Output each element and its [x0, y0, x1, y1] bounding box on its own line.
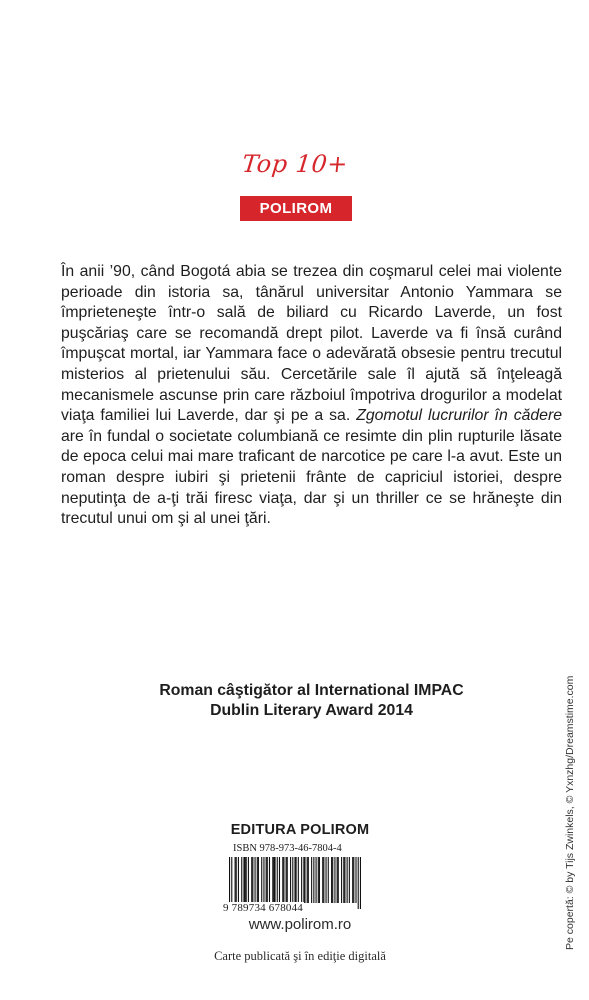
- barcode-bar: [269, 857, 270, 903]
- barcode-bar: [273, 857, 274, 903]
- barcode-bar: [245, 857, 246, 903]
- barcode-bar: [282, 857, 283, 903]
- barcode-bar: [238, 857, 239, 903]
- barcode-bar: [355, 857, 356, 903]
- barcode-bar: [313, 857, 314, 903]
- book-title-italic: Zgomotul lucrurilor în cădere: [356, 407, 562, 425]
- back-cover-blurb: [61, 262, 562, 530]
- barcode-bar: [326, 857, 327, 903]
- barcode-bar: [337, 857, 338, 903]
- award-line-1: Roman câştigător al International IMPAC: [159, 682, 464, 699]
- barcode-bar: [360, 857, 361, 909]
- barcode-bar: [338, 857, 339, 903]
- barcode-bar: [277, 857, 278, 903]
- barcode-bar: [261, 857, 262, 903]
- barcode-bar: [307, 857, 308, 903]
- barcode-bar: [248, 857, 249, 903]
- barcode-bar: [341, 857, 342, 903]
- barcode-bar: [292, 857, 293, 903]
- barcode-bar: [257, 857, 258, 903]
- barcode-bar: [358, 857, 359, 909]
- publisher-website: www.polirom.ro: [248, 916, 352, 933]
- barcode-bar: [328, 857, 329, 903]
- barcode-bar: [290, 857, 291, 903]
- barcode-bar: [246, 857, 247, 903]
- barcode-bar: [298, 857, 299, 903]
- barcode-bar: [347, 857, 348, 903]
- isbn-label: ISBN 978-973-46-7804-4: [233, 843, 342, 854]
- award-statement: [61, 681, 562, 721]
- barcode-bar: [243, 857, 244, 903]
- barcode-bar: [255, 857, 256, 903]
- barcode-bar: [235, 857, 236, 903]
- barcode-bar: [331, 857, 332, 903]
- barcode-bar: [258, 857, 259, 903]
- barcode-bar: [353, 857, 354, 903]
- barcode-bar: [272, 857, 273, 903]
- barcode-bar: [267, 857, 268, 903]
- blurb-text-2: are în fundal o societate columbiană ce resimte din plin rupturile lăsate de epoca celui mai mare traficant de narcotice pe care l-a avut. Este un roman despre iubiri şi prietenii frânte de capriciul istoriei, despre neputinţa de a-ţi trăi firesc viaţa, dar şi un thriller ce se hrăneşte din trecutul unui om şi al unei ţări.: [61, 427, 562, 528]
- barcode-bar: [236, 857, 237, 903]
- barcode-bar: [352, 857, 353, 903]
- award-line-2: Dublin Literary Award 2014: [210, 702, 413, 719]
- barcode-bar: [252, 857, 253, 903]
- barcode-bar: [304, 857, 305, 903]
- barcode-bar: [263, 857, 264, 903]
- digital-edition-note: Carte publicată şi în ediţie digitală: [214, 949, 386, 963]
- barcode-bar: [287, 857, 288, 903]
- publisher-badge: POLIROM: [240, 196, 352, 221]
- barcode-bar: [323, 857, 324, 903]
- publisher-name: EDITURA POLIROM: [230, 822, 370, 838]
- barcode-bar: [322, 857, 323, 903]
- barcode-bar: [241, 857, 242, 903]
- barcode-bar: [308, 857, 309, 903]
- barcode-bar: [303, 857, 304, 903]
- barcode-digits: 9 789734 678044: [223, 902, 303, 914]
- barcode-bar: [349, 857, 350, 903]
- barcode-bar: [334, 857, 335, 903]
- barcode-bar: [319, 857, 320, 903]
- barcode-bar: [279, 857, 280, 903]
- blurb-paragraph: [61, 262, 562, 530]
- barcode-bar: [318, 857, 319, 903]
- barcode-bar: [266, 857, 267, 903]
- barcode-bar: [301, 857, 302, 903]
- barcode-bar: [274, 857, 275, 903]
- blurb-text-1: În anii ’90, când Bogotá abia se trezea din coşmarul celei mai violente perioade din istoria sa, tânărul universitar Antonio Yammara se împrieteneşte într-o sală de biliard cu Ricardo Laverde, un fost puşcăriaş care se recomandă drept pilot. Laverde va fi însă curând împuşcat mortal, iar Yammara face o adevărată obsesie pentru trecutul misterios al prietenului său. Cercetările sale îl ajută să înţeleagă mecanismele ascunse prin care războiul împotriva drogurilor a modelat viaţa familiei lui Laverde, dar şi pe a sa.: [61, 263, 562, 425]
- cover-photo-credit: Pe copertă: © by Tijs Zwinkels, © Yxnzhg/Dreamstime.com: [564, 675, 576, 950]
- barcode-bar: [283, 857, 284, 903]
- barcode-bar: [344, 857, 345, 903]
- series-logo: Top 10+: [240, 150, 350, 178]
- barcode-bar: [332, 857, 333, 903]
- barcode-bar: [251, 857, 252, 903]
- barcode-bar: [311, 857, 312, 903]
- barcode-bar: [343, 857, 344, 903]
- barcode-bar: [316, 857, 317, 903]
- barcode-bar: [286, 857, 287, 903]
